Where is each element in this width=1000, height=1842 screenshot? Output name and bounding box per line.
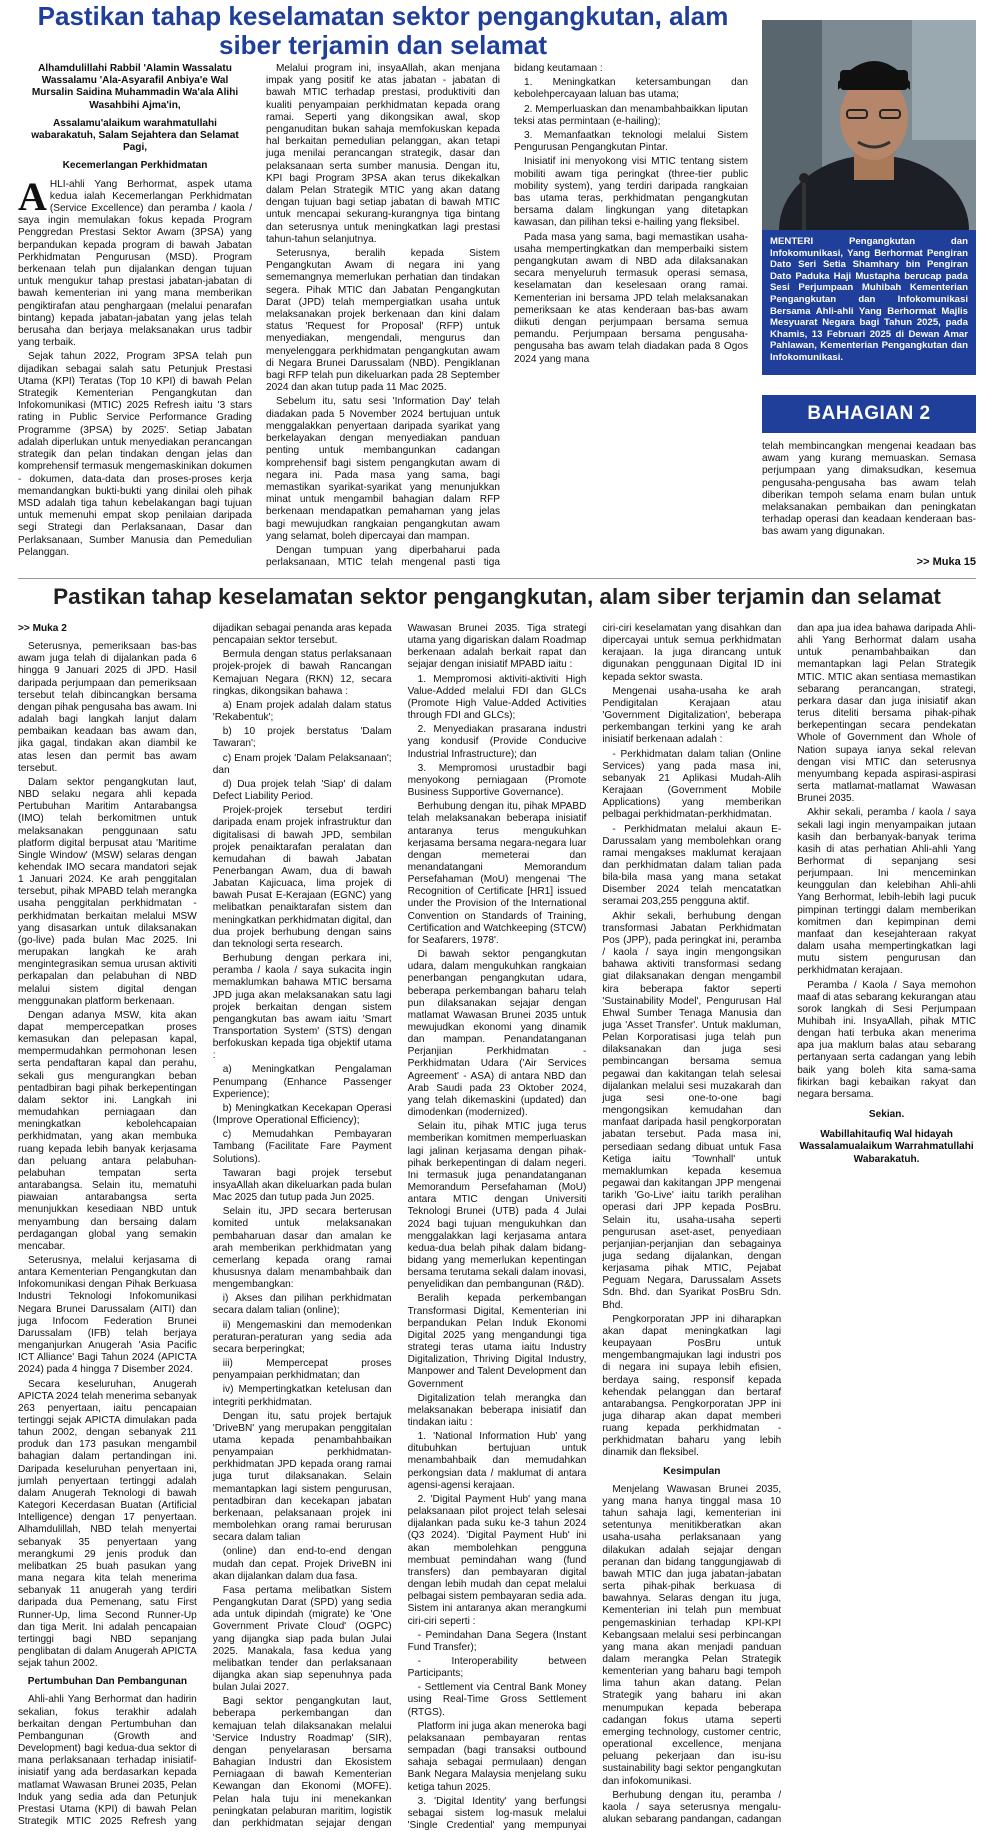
minister-photo bbox=[762, 20, 976, 230]
page-ref: >> Muka 15 bbox=[916, 556, 976, 568]
paragraph: Dalam sektor pengangkutan laut, NBD selaku negara ahli kepada Pertubuhan Maritim Antarabangsa (IMO) telah berkomitmen untuk melaksanakan penggunaan satu platform digital berpusat atau 'Maritime Single Window' (MSW) selaras dengan kehendak IMO secara mandatori sejak 1 Januari 2024. Ke arah penggitalan tersebut, pihak MPABD telah merangka usaha penggitalan perkhidmatan - perkhidmatan berkaitan melalui MSW yang disasarkan untuk dilaksanakan (go-live) pada bulan Mac 2025. Ini merupakan langkah ke arah mengintegrasikan semua urusan aktiviti perkapalan dan pelabuhan di NBD melalui sistem digital dengan menggunakan platform berkenaan. bbox=[18, 776, 197, 1007]
paragraph: Sebelum itu, satu sesi 'Information Day' telah diadakan pada 5 November 2024 bertujuan untuk menggalakkan penyertaan daripada syarikat yang berkelayakan dengan menyediakan panduan penting untuk membangunkan cadangan komprehensif bagi sistem pengangkutan awam di negara ini. Pada masa yang sama, bagi memastikan syarikat-syarikat yang menunjukkan minat untuk mengambil bahagian dalam RFP berkenaan mendapatkan pemahaman yang jelas bagi mewujudkan rangkaian pengangkutan awam yang selamat, boleh dipercayai dan mampan. bbox=[266, 396, 500, 542]
list-item: 3. Memanfaatkan teknologi melalui Sistem Pengurusan Pengangkutan Pintar. bbox=[514, 130, 748, 154]
salutation-1: Alhamdulillahi Rabbil 'Alamin Wassalatu Wassalamu 'Ala-Asyarafil Anbiya'e Wal Mursalin Saidina Muhammadin Wa'ala Alihi Wasahbihi Ajma'in, bbox=[31, 63, 239, 111]
list-item: 2. 'Digital Payment Hub' yang mana pelaksanaan pilot project telah selesai dijalankan pada suku ke-3 tahun 2024 (Q3 2024). 'Digital Payment Hub' ini akan membolehkan pengguna membuat pemindahan wang (fund transfers) dan pembayaran digital dengan lebih mudah dan cepat melalui pelbagai sistem pembayaran sedia ada. Sistem ini antaranya akan merangkumi ciri-ciri seperti : bbox=[407, 1493, 587, 1627]
subhead-kecemerlangan: Kecemerlangan Perkhidmatan bbox=[62, 160, 208, 172]
list-item: b) Meningkatkan Kecekapan Operasi (Improve Operational Efficiency); bbox=[212, 1102, 392, 1127]
bottom-headline: Pastikan tahap keselamatan sektor pengangkutan, alam siber terjamin dan selamat bbox=[53, 584, 941, 609]
paragraph: Bagi sektor pengangkutan laut, beberapa perkembangan dan kemajuan telah dilaksanakan melalui 'Service Industry Roadmap' (SIR), dengan penyelarasan bersama Bahagian Industri dan Ekosistem Perniagaan di bawah Kementerian Kewangan dan Ekonomi (MOFE). Pelan hala tuju ini menekankan peningkatan pelaburan maritim, logistik dan perkhidmatan sejajar dengan Wawasan Brunei 2035. Tiga strategi utama yang digariskan dalam Roadmap berkenaan adalah berkait rapat dan sejajar dengan inisiatif MPABD iaitu : bbox=[212, 623, 587, 1829]
list-item: a) Enam projek adalah dalam status 'Rekabentuk'; bbox=[212, 699, 392, 724]
bottom-article bbox=[18, 623, 976, 1838]
photo-illustration bbox=[762, 20, 976, 230]
paragraph: Selain itu, JPD secara berterusan komited untuk melaksanakan pembaharuan dasar dan amalan ke arah memberikan perkhidmatan yang cemerlang kepada orang ramai khususnya dalam menambahbaik dan mengembangkan: bbox=[212, 1206, 392, 1291]
list-item: a) Meningkatkan Pengalaman Penumpang (Enhance Passenger Experience); bbox=[212, 1064, 392, 1100]
list-item: - Settlement via Central Bank Money using Real-Time Gross Settlement (RTGS). bbox=[407, 1682, 587, 1718]
top-article bbox=[18, 63, 748, 571]
paragraph: Seterusnya, pemeriksaan bas-bas awam juga telah di dijalankan pada 6 hingga 9 Januari 2025 di JPD. Hasil daripada perjumpaan dan pemeriksaan tersebut telah dibincangkan bersama dengan pihak pengusaha bas awam. Ini adalah bagi langkah lanjut dalam pembaikan keadaan bas awam dan, jika gagal, tindakan akan diambil ke atas lesen dan permit bas awam tersebut. bbox=[18, 641, 197, 774]
list-item: d) Dua projek telah 'Siap' di dalam Defect Liability Period. bbox=[212, 778, 392, 803]
salutation-2: Assalamu'alaikum warahmatullahi wabarakatuh, Salam Sejahtera dan Selamat Pagi, bbox=[31, 117, 239, 154]
paragraph: Akhir sekali, peramba / kaola / saya sekali lagi ingin menyampaikan jutaan kasih dan berbanyak-banyak terima kasih di atas perhatian Ahli-ahli Yang Berhormat di sepanjang sesi perjumpaan. Ini menceminkan keunggulan dan kelebihan Ahli-ahli Yang Berhormat, lebih-lebih lagi pucuk pimpinan tertinggi dalam memberikan komitmen dan kepimpinan demi manfaat dan kesejahteraan rakyat dalam usaha mempertingkatkan lagi mutu sistem pengurusan dan perkhidmatan kerajaan. bbox=[797, 807, 976, 977]
paragraph: (online) dan end-to-end dengan mudah dan cepat. Projek DriveBN ini akan dijalankan dalam dua fasa. bbox=[212, 1546, 392, 1582]
paragraph: Sejak tahun 2022, Program 3PSA telah pun dijadikan sebagai salah satu Petunjuk Prestasi Utama (KPI) Teratas (Top 10 KPI) di bawah Pelan Strategik Kementerian Pengangkutan dan Infokomunikasi (MTIC) 2025 Refresh iaitu '3 stars rating in Public Service Performance Grading Programme (3PSA) by 2025'. Setiap Jabatan adalah diperlukan untuk menyediakan perancangan strategik dan pelan tindakan dengan jelas dan komprehensif termasuk mengemaskinikan dokumen - dokumen, data-data dan proses-proses kerja memandangkan bukti-bukti yang dinilai oleh pihak MSD adalah tiga tahun kebelakangan bagi tujuan untuk memenuhi empat skop penilaian daripada segi Strategi dan Perlaksanaan, Dasar dan Perlaksanaan, Sumber Manusia dan Pemedulian Pelanggan. bbox=[18, 351, 252, 558]
list-item: c) Memudahkan Pembayaran Tambang (Facilitate Fare Payment Solutions). bbox=[212, 1129, 392, 1165]
list-item: ii) Mengemaskini dan memodenkan peraturan-peraturan yang sedia ada secara berperingkat; bbox=[212, 1319, 392, 1355]
paragraph: Seterusnya, beralih kepada Sistem Pengangkutan Awam di negara ini yang sememangnya memerlukan perhatian dan tindakan segera. Pihak MTIC dan Jabatan Pengangkutan Darat (JPD) telah mempergiatkan usaha untuk melaksanakan projek berkenaan dan kini dalam status 'Request for Proposal' (RFP) untuk menyediakan, mengendali, mengurus dan menyelenggara perkhidmatan pengangkutan awam di Negara Brunei Darussalam (NBD). Pengiklanan bagi RFP telah pun dikeluarkan pada 28 September 2024 dan akan tutup pada 11 Mac 2025. bbox=[266, 248, 500, 394]
top-headline: Pastikan tahap keselamatan sektor pengangkutan, alam siber terjamin dan selamat bbox=[37, 1, 729, 60]
paragraph: Projek-projek tersebut terdiri daripada enam projek infrastruktur dan digitalisasi di bawah JPD, sembilan projek penaiktarafan peralatan dan kemudahan di bawah Jabatan Penerbangan Awam, dua di bawah Jabatan Kajicuaca, lima projek di bawah Pusat E-Kerajaan (EGNC) yang melibatkan penaiktarafan sistem dan meningkatkan perkhidmatan digital, dan dua projek berhubung dengan sains dan teknologi serta research. bbox=[212, 805, 392, 950]
side-text: telah membincangkan mengenai keadaan bas awam yang kurang memuaskan. Semasa perjumpaan yang dimaksudkan, kesemua pengusaha-pengusaha bas awam telah diberikan tempoh selama enam bulan untuk melaksanakan pembaikan dan peningkatan terhadap operasi dan keadaan kenderaan bas-bas awam yang digunakan. bbox=[762, 441, 976, 538]
paragraph: Dengan itu, satu projek bertajuk 'DriveBN' yang merupakan penggitalan utama kepada penambahbaikan penyampaian perkhidmatan-perkhidmatan JPD kepada orang ramai juga turut dilaksanakan. Selain memantapkan lagi sistem pengurusan, pentadbiran dan kecekapan jabatan berkenaan, pelaksanaan projek ini membolehkan orang ramai berurusan secara dalam talian bbox=[212, 1410, 392, 1544]
paragraph: Inisiatif ini menyokong visi MTIC tentang sistem mobiliti awam tiga peringkat (three-tier public mobility system), yang terdiri daripada rangkaian bas utama teras, perkhidmatan pengangkutan bersama dalam lingkungan yang ditetapkan kawasan, dan pilihan teksi e-hailing yang fleksibel. bbox=[514, 156, 748, 229]
paragraph: Berhubung dengan itu, peramba / kaola / saya seterusnya mengalu-alukan sebarang pandangan, cadangan dan apa jua idea bahawa daripada Ahli-ahli Yang Berhormat dalam usaha untuk penambahbaikan dan memantapkan lagi Pelan Strategik MTIC. MTIC akan sentiasa memastikan sebarang perancangan, strategi, perkara dasar dan juga inisiatif akan terus diteliti bersama pihak-pihak berkepentingan secara pendekatan Whole of Government dan Whole of Nation supaya ianya sekal relevan dengan visi MTIC dan seterusnya menyumbang kepada aspirasi-aspirasi serta matlamat-matlamat Wawasan Brunei 2035. bbox=[602, 623, 976, 1825]
list-item: 2. Menyediakan prasarana industri yang kondusif (Provide Conducive Industrial Infrastructure); dan bbox=[407, 724, 587, 760]
paragraph: Pada masa yang sama, bagi memastikan usaha-usaha mempertingkatkan dan memperbaiki sistem pengangkutan awam di NBD ada dilaksanakan secara menyeluruh termasuk operasi semasa, keselamatan dan keselesaan orang ramai. Kementerian ini bersama JPD telah melaksanakan pemeriksaan ke atas kenderaan bas-bas awam diikuti dengan perjumpaan bersama semua pemandu. Perjumpaan bersama pengusaha-pengusaha bas awam telah diadakan pada 8 Ogos 2024 yang mana bbox=[514, 231, 748, 365]
paragraph: Berhubung dengan itu, pihak MPABD telah melaksanakan beberapa inisiatif antaranya terus mengukuhkan kerjasama bersama negara-negara luar dengan memeterai dan menandatangani Memorandum Persefahaman (MoU) mengenai 'The Recognition of Certificate [HR1] issued under the Provision of the International Convention on Standards of Training, Certification and Watchkeeping (STCW) for Seafarers, 1978'. bbox=[407, 801, 587, 946]
paragraph: Fasa pertama melibatkan Sistem Pengangkutan Darat (SPD) yang sedia ada untuk dipindah (migrate) ke 'One Government Private Cloud' (OGPC) yang dijangka siap pada bulan Julai 2025. Manakala, fasa kedua yang melibatkan tender dan perlaksanaan dijangka akan siap sepenuhnya pada bulan Julai 2027. bbox=[212, 1584, 392, 1694]
list-item: 3. 'Digital Identity' yang berfungsi sebagai sistem log-masuk melalui 'Single Credential' yang mempunyai ciri-ciri keselamatan yang disahkan dan dipercayai untuk semua perkhidmatan kerajaan. Ia juga dirancang untuk digunakan penggunaan Digital ID ini kepada sektor swasta. bbox=[407, 623, 782, 1831]
list-item: - Perkhidmatan melalui akaun E-Darussalam yang membolehkan orang ramai mengakses maklumat kerajaan dan perkhidmatan dalam talian pada bila-bila masa yang mana setakat Disember 2024 telah mencatatkan seramai 203,255 pengguna aktif. bbox=[602, 823, 782, 908]
divider bbox=[18, 578, 976, 579]
photo-caption: MENTERI Pengangkutan dan Infokomunikasi, Yang Berhormat Pengiran Dato Seri Setia Shamhary bin Pengiran Dato Paduka Haji Mustapha berucap pada Sesi Perjumpaan Muhibah Kementerian Pengangkutan dan Infokomunikasi Bersama Ahli-ahli Yang Berhormat Majlis Mesyuarat Negara bagi Tahun 2025, pada Khamis, 13 Februari 2025 di Dewan Amar Pahlawan, Kementerian Pengangkutan dan Infokomunikasi. bbox=[762, 230, 976, 375]
closing-salam: Wabillahitaufiq Wal hidayah Wassalamualaikum Warrahmatullahi Wabarakatuh. bbox=[799, 1129, 974, 1165]
paragraph: Tawaran bagi projek tersebut insyaAllah akan dikeluarkan pada bulan Mac 2025 dan tutup pada Jun 2025. bbox=[212, 1167, 392, 1204]
paragraph: Seterusnya, melalui kerjasama di antara Kementerian Pengangkutan dan Infokomunikasi dengan Pihak Berkuasa Industri Teknologi Infokomunikasi Negara Brunei Darussalam (AITI) dan juga Infocom Federation Brunei Darussalam (IFB) telah berjaya menganjurkan Anugerah 'Asia Pacific ICT Alliance' Bagi Tahun 2024 (APICTA 2024) pada 4 hingga 7 Disember 2024. bbox=[18, 1254, 197, 1376]
list-item: b) 10 projek berstatus 'Dalam Tawaran'; bbox=[212, 726, 392, 750]
subhead-pertumbuhan: Pertumbuhan Dan Pembangunan bbox=[27, 1676, 188, 1688]
closing-sekian: Sekian. bbox=[868, 1109, 905, 1121]
list-item: iv) Mempertingkatkan ketelusan dan integriti perkhidmatan. bbox=[212, 1384, 392, 1408]
paragraph: AHLI-ahli Yang Berhormat, aspek utama kedua ialah Kecemerlangan Perkhidmatan (Service Excellence) dan peramba / kaola / saya ingin memulakan fokus kepada Program Penggredan Prestasi Sektor Awam (3PSA) yang berpandukan kepada program di bawah Jabatan Perkhidmatan Pengurusan (MSD). Program berkenaan telah pun dijalankan dengan tujuan untuk mengukur tahap prestasi jabatan-jabatan di bawah kementerian ini yang mana memberikan pengiktirafan atau penghargaan (melalui penarafan bintang) kepada jabatan-jabatan yang jelas telah berusaha dan berjaya melaksanakan urus tadbir yang terbaik. bbox=[18, 173, 252, 349]
list-item: 1. 'National Information Hub' yang ditubuhkan bertujuan untuk menambahbaik dan memudahkan perkongsian data / maklumat di antara agensi-agensi kerajaan. bbox=[407, 1431, 587, 1491]
list-item: - Pemindahan Dana Segera (Instant Fund Transfer); bbox=[407, 1629, 587, 1653]
paragraph: Di bawah sektor pengangkutan udara, dalam mengukuhkan rangkaian penerbangan pengangkutan udara, beberapa perkembangan baharu telah pun dilaksanakan sejajar dengan matlamat Wawasan Brunei 2035 untuk mewujudkan ekonomi yang dinamik dan mampan. Penandatanganan Perjanjian Perkhidmatan - Perkhidmatan Udara ('Air Services Agreement' - ASA) di antara NBD dan Arab Saudi pada 23 Oktober 2024, yang telah dikemaskini (updated) dan dimodenkan (modernized). bbox=[407, 949, 587, 1119]
paragraph: Akhir sekali, berhubung dengan transformasi Jabatan Perkhidmatan Pos (JPP), pada peringkat ini, peramba / kaola / saya ingin mengongsikan bahawa aktiviti transformasi sedang giat dilaksanakan dengan mengambil kira beberapa faktor seperti 'Sustainability Model', Pengurusan Hal Ehwal Sumber Tenaga Manusia dan juga 'Asset Transfer'. Untuk makluman, Pelan Korporatisasi juga telah pun dilaksanakan dan juga sesi pembincangan bersama semua pegawai dan kakitangan telah selesai dijalankan melalui sesi muzakarah dan juga sesi one-to-one bagi mengongsikan kemudahan dan manfaat daripada hasil pengkorporatan jabatan tersebut. Pada masa ini, persediaan sedang dibuat untuk Fasa Ketiga iaitu 'Townhall' untuk memaklumkan kepada kesemua pegawai dan kakitangan JPP mengenai tarikh 'Go-Live' iaitu tarikh peralihan operasi dari JPP kepada PosBru. Selain itu, usaha-usaha seperti pengurusan aset-aset, penyediaan perjanjian-perjanjian dan sebagainya juga sedang dijalankan, dengan kerjasama pihak MTIC, Pejabat Peguam Negara, Darussalam Assets Sdn. Bhd. dan Syarikat PosBru Sdn. Bhd. bbox=[602, 910, 782, 1311]
paragraph: Digitalization telah merangka dan melaksanakan beberapa inisiatif dan tindakan iaitu : bbox=[407, 1392, 587, 1428]
paragraph: Mengenai usaha-usaha ke arah Pendigitalan Kerajaan atau 'Government Digitalization', beberapa perkembangan terkini yang ke arah inisiatif berkenaan adalah : bbox=[602, 685, 782, 746]
paragraph: Ahli-ahli Yang Berhormat dan hadirin sekalian, fokus terakhir adalah berkaitan dengan Pertumbuhan dan Pembangunan (Growth and Development) bagi kedua-dua sektor di mana perlaksanaan terhadap inisiatif-inisiatif yang ada berdasarkan kepada matlamat Wawasan Brunei 2035, Pelan Induk yang sedia ada dan Petunjuk Prestasi Utama (KPI) di bawah Pelan Strategik MTIC 2025 Refresh yang dijadikan sebagai penanda aras kepada pencapaian sektor tersebut. bbox=[18, 623, 392, 1827]
list-item: c) Enam projek 'Dalam Pelaksanaan'; dan bbox=[212, 752, 392, 776]
list-item: 2. Memperluaskan dan menambahbaikkan liputan teksi atas permintaan (e-hailing); bbox=[514, 103, 748, 127]
paragraph: Melalui program ini, insyaAllah, akan menjana impak yang positif ke atas jabatan - jabatan di bawah MTIC terhadap prestasi, produktiviti dan kualiti penyampaian perkhidmatan kepada orang ramai. Seperti yang dikongsikan awal, skop penganuditan bukan sahaja memfokuskan kepada hal berkaitan pemedulian pelanggan, akan tetapi juga menilai perancangan strategik, dasar dan pelaksanaan serta sumber manusia. Dengan itu, KPI bagi Program 3PSA akan terus dikekalkan dalam Pelan Strategik MTIC yang akan datang dengan tujuan bagi setiap jabatan di bawah MTIC untuk mencapai sekurang-kurangnya tiga bintang dan seterusnya untuk meningkatkan lagi prestasi tahun-tahun selanjutnya. bbox=[266, 63, 500, 245]
paragraph: Bermula dengan status perlaksanaan projek-projek di bawah Rancangan Kemajuan Negara (RKN) 12, secara ringkas, dikongsikan bahawa : bbox=[212, 649, 392, 697]
paragraph: Secara keseluruhan, Anugerah APICTA 2024 telah menerima sebanyak 263 penyertaan, iaitu pencapaian tertinggi sejak APICTA dimulakan pada tahun 2002, dengan sebanyak 211 produk dan 173 pasukan mengambil bahagian dalam pertandingan ini. Daripada keseluruhan penyertaan ini, jumlah penyertaan tertinggi adalah dalam Anugerah Teknologi di bawah Kategori Kecerdasan Buatan (Artificial Intelligence) dengan 17 penyertaan. Alhamdulillah, NBD telah menyertai sebanyak 35 penyertaan yang merangkumi 29 jenis produk dan melibatkan 25 buah pasukan yang mana negara kita telah menerima sebanyak 11 anugerah yang terdiri daripada dua Pemenang, satu First Runner-Up, lima Second Runner-Up dan tiga Merit. Ini adalah pencapaian tertinggi bagi NBD sepanjang penglibatan di dalam Anugerah APICTA sejak tahun 2002. bbox=[18, 1378, 197, 1670]
paragraph: Dengan tumpuan yang diperbaharui pada perlaksanaan, MTIC telah mengenal pasti tiga bidang keutamaan : bbox=[266, 63, 603, 569]
paragraph: Pengkorporatan JPP ini diharapkan akan dapat meningkatkan lagi keupayaan PosBru untuk mengembangmajukan lagi industri pos di negara ini supaya lebih efisien, berdaya saing, responsif kepada kehendak pelanggan dan bertaraf antarabangsa. Pengkorporatan JPP ini juga diharap akan dapat memberi ruang kepada perkhidmatan - perkhidmatan baharu yang lebih dinamik dan fleksibel. bbox=[602, 1313, 782, 1459]
paragraph: Selain itu, pihak MTIC juga terus memberikan komitmen memperluaskan lagi jalinan kerjasama dengan pihak-pihak berkepentingan di dalam negeri. Ini termasuk juga penandatanganan Memorandum Persefahaman (MoU) antara MTIC dengan Universiti Teknologi Brunei (UTB) pada 4 Julai 2024 bagi tujuan mengukuhkan dan menggalakkan lagi kerjasama antara kedua-dua belah pihak dalam bidang-bidang yang memerlukan kepentingan bersama terutama sekali dalam inovasi, penyelidikan dan pembangunan (R&D). bbox=[407, 1121, 587, 1291]
list-item: iii) Mempercepat proses penyampaian perkhidmatan; dan bbox=[212, 1358, 392, 1382]
list-item: 1. Meningkatkan ketersambungan dan kebolehpercayaan laluan bas utama; bbox=[514, 77, 748, 101]
paragraph: Dengan adanya MSW, kita akan dapat mempercepatkan proses kemasukan dan pelepasan kapal, mempermudahkan permohonan lesen serta pendaftaran kapal dan perahu, sekali gus mengurangkan beban pentadbiran bagi pihak berkepentingan dalam sektor ini. Langkah ini memudahkan perniagaan dan meningkatkan kebolehcapaian perkhidmatan, yang akan membuka ruang kepada lebih banyak kerjasama dan peluang antara pelabuhan-pelabuhan tempatan serta antarabangsa. Selain itu, mematuhi piawaian antarabangsa serta menunjukkan kesediaan NBD untuk menyambung dan bersaing dalam perdagangan global yang semakin mencabar. bbox=[18, 1009, 197, 1252]
list-item: - Interoperability between Participants; bbox=[407, 1655, 587, 1680]
list-item: - Perkhidmatan dalam talian (Online Services) yang pada masa ini, sebanyak 21 Aplikasi Mudah-Alih Kerajaan (Government Mobile Applications) yang memberikan pelbagai perkhidmatan-perkhidmatan. bbox=[602, 748, 782, 821]
paragraph: Peramba / Kaola / Saya memohon maaf di atas sebarang kekurangan atau sorok langkah di Sesi Perjumpaan Muhibah ini. InsyaAllah, pihak MTIC dengan hati terbuka akan menerima apa jua maklum balas atau sebarang pertanyaan serta cadangan yang lebih baik yang boleh kita sama-sama fikirkan bagi kebaikan rakyat dan negara bersama. bbox=[797, 979, 976, 1100]
subhead-kesimpulan: Kesimpulan bbox=[663, 1465, 721, 1477]
list-item: 1. Mempromosi aktiviti-aktiviti High Value-Added melalui FDI dan GLCs (Promote High Value-Added Activities through FDI and GLCs); bbox=[407, 673, 587, 722]
section-label: BAHAGIAN 2 bbox=[762, 395, 976, 433]
continued-from: >> Muka 2 bbox=[18, 623, 67, 634]
paragraph: Berhubung dengan perkara ini, peramba / kaola / saya sukacita ingin memaklumkan bahawa MTIC bersama JPD juga akan melaksanakan satu lagi projek berkaitan dengan sistem pengangkutan bas awam iaitu 'Smart Transportation System' (STS) dengan berfokuskan kepada tiga objektif utama : bbox=[212, 953, 392, 1062]
paragraph: Platform ini juga akan meneroka bagi pelaksanaan pembayaran rentas sempadan (bagi transaksi outbound sahaja sebagai permulaan) dengan Bank Negara Malaysia menjelang suku ketiga tahun 2025. bbox=[407, 1720, 587, 1793]
paragraph: Menjelang Wawasan Brunei 2035, yang mana hanya tinggal masa 10 tahun sahaja lagi, kementerian ini setentunya menitikberatkan akan usaha-usaha perlaksanaan yang dilakukan adalah sejajar dengan peranan dan bidang tanggungjawab di bawah MTIC dan juga jabatan-jabatan serta pihak-pihak berkuasa di bawahnya. Selaras dengan itu juga, Kementerian ini telah pun membuat pengemaskinian terhadap KPI-KPI Kebangsaan melalui sesi perbincangan yang mana akan menjadi panduan dalam merangka Pelan Strategik kementerian yang baharu bagi tempoh lima tahun akan datang. Pelan Strategik yang baharu ini akan menumpukan kepada beberapa cadangan fokus utama seperti emerging technology, customer centric, operational excellence, menjana peluang pekerjaan dan isu-isu sustainability bagi sektor pengangkutan dan infokomunikasi. bbox=[602, 1483, 782, 1787]
list-item: 3. Mempromosi urustadbir bagi menyokong perniagaan (Promote Business Supportive Governance). bbox=[407, 762, 587, 799]
list-item: i) Akses dan pilihan perkhidmatan secara dalam talian (online); bbox=[212, 1293, 392, 1317]
paragraph: Beralih kepada perkembangan Transformasi Digital, Kementerian ini berpandukan Pelan Induk Ekonomi Digital 2025 yang mengandungi tiga strategi teras utama iaitu Industry Digitalization, Thriving Digital Industry, Manpower and Talent Development dan Government bbox=[407, 1293, 587, 1390]
